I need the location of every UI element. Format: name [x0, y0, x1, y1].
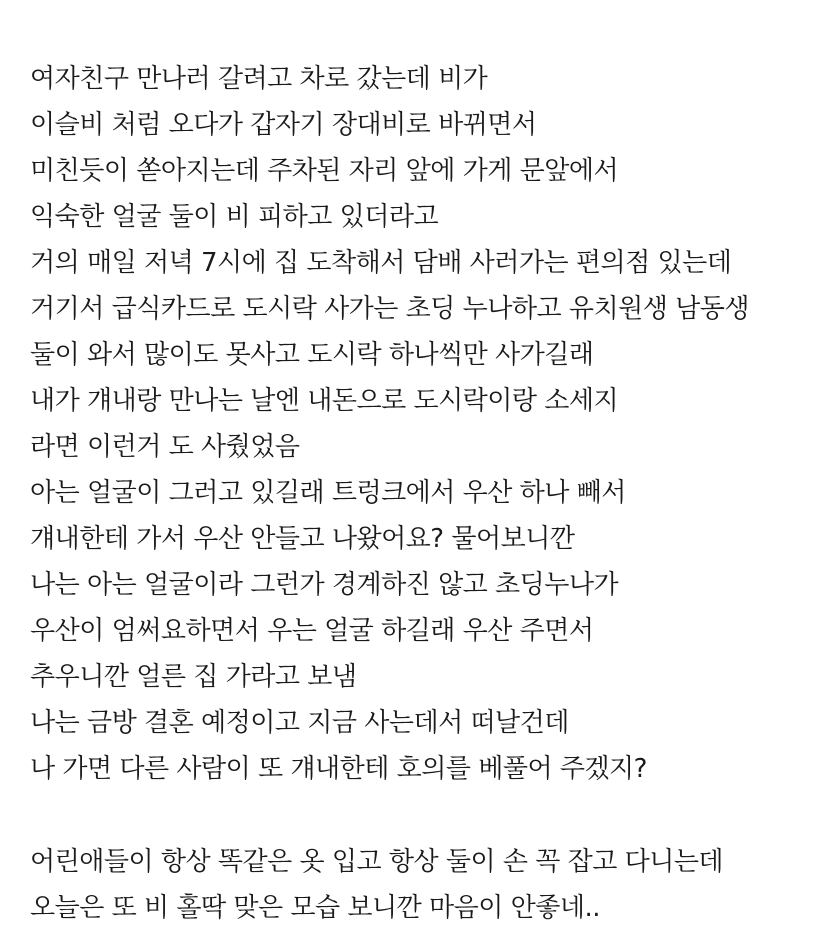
text-line: 거기서 급식카드로 도시락 사가는 초딩 누나하고 유치원생 남동생: [30, 294, 749, 324]
text-line: 미친듯이 쏟아지는데 주차된 자리 앞에 가게 문앞에서: [30, 156, 619, 186]
paragraph-spacer: [30, 792, 830, 839]
text-line: 익숙한 얼굴 둘이 비 피하고 있더라고: [30, 202, 439, 232]
text-line: 아는 얼굴이 그러고 있길래 트렁크에서 우산 하나 빼서: [30, 478, 626, 508]
paragraph-2: [30, 839, 830, 931]
text-line: 추우니깐 얼른 집 가라고 보냄: [30, 662, 357, 692]
text-line: 어린애들이 항상 똑같은 옷 입고 항상 둘이 손 꼭 잡고 다니는데: [30, 847, 724, 877]
text-line: 이슬비 처럼 오다가 갑자기 장대비로 바뀌면서: [30, 110, 537, 140]
text-line: 나는 아는 얼굴이라 그런가 경계하진 않고 초딩누나가: [30, 570, 619, 600]
paragraph-1: [30, 56, 830, 792]
text-line: 오늘은 또 비 홀딱 맞은 모습 보니깐 마음이 안좋네..: [30, 893, 600, 923]
text-line: 나는 금방 결혼 예정이고 지금 사는데서 떠날건데: [30, 708, 569, 738]
text-line: 둘이 와서 많이도 못사고 도시락 하나씩만 사가길래: [30, 340, 594, 370]
text-line: 우산이 엄써요하면서 우는 얼굴 하길래 우산 주면서: [30, 616, 594, 646]
text-line: 거의 매일 저녁 7시에 집 도착해서 담배 사러가는 편의점 있는데: [30, 248, 732, 278]
text-line: 내가 걔내랑 만나는 날엔 내돈으로 도시락이랑 소세지: [30, 386, 619, 416]
post-body: [30, 56, 830, 931]
text-line: 라면 이런거 도 사줬었음: [30, 432, 300, 462]
text-line: 여자친구 만나러 갈려고 차로 갔는데 비가: [30, 64, 488, 94]
text-line: 걔내한테 가서 우산 안들고 나왔어요? 물어보니깐: [30, 524, 575, 554]
text-line: 나 가면 다른 사람이 또 걔내한테 호의를 베풀어 주겠지?: [30, 754, 647, 784]
